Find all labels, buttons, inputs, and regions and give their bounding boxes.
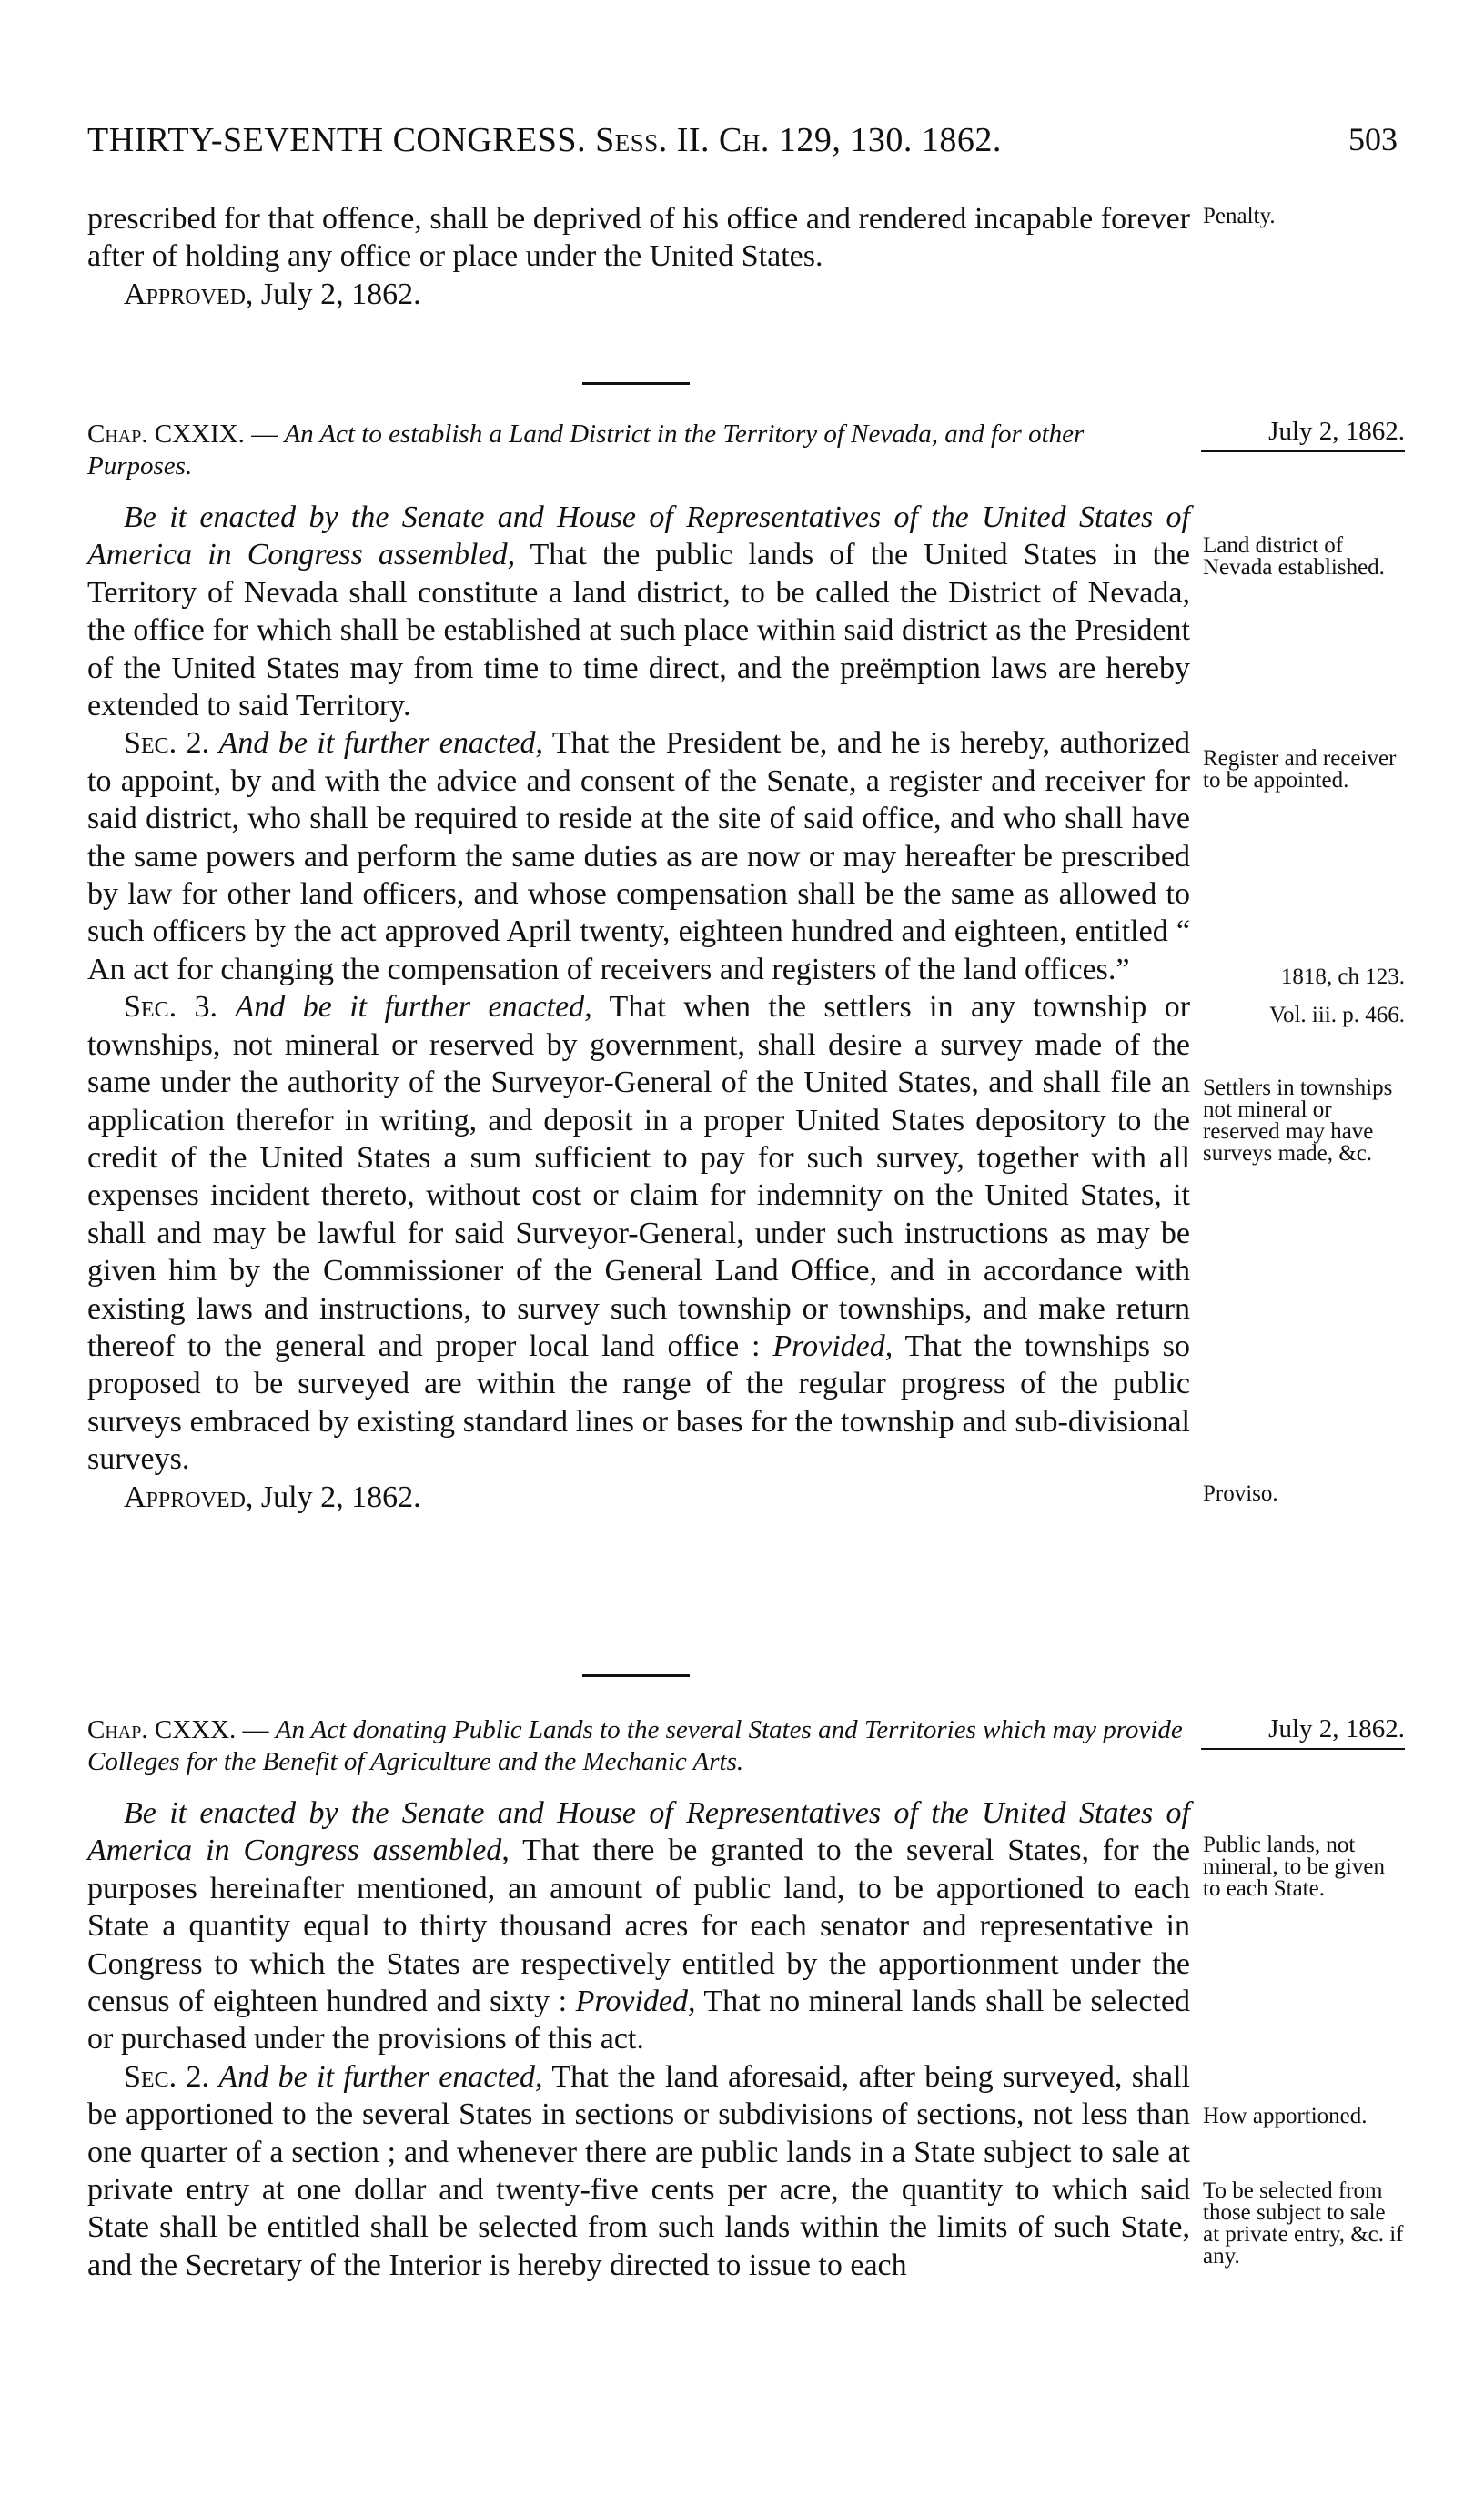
session: Sess. II.: [595, 121, 711, 159]
margin-note-register: Register and receiver to be appointed.: [1203, 746, 1397, 793]
chapter-label: Chap. CXXIX.: [87, 419, 245, 449]
chapter-title: An Act donating Public Lands to the several States and Territories which may provide Colleges for the Benefit of Agriculture and the Mechanic Arts.: [87, 1715, 1183, 1776]
margin-note-ref-1818: 1818, ch 123.: [1280, 965, 1405, 989]
margin-note-settlers: Settlers in townships not mineral or reserved may have surveys made, &c.: [1203, 1076, 1393, 1166]
running-head: [87, 120, 1002, 160]
margin-note-selected: To be selected from those subject to sale at private entry, &c. if any.: [1203, 2178, 1404, 2269]
margin-note-land-district: Land district of Nevada established.: [1203, 533, 1385, 580]
approved-line: Approved, July 2, 1862.: [124, 277, 421, 311]
margin-note-proviso: Proviso.: [1203, 1481, 1278, 1506]
section-2: Sec. 2. And be it further enacted, That the President be, and he is hereby, authorized to appoint, by and with the advice and consent of the Senate, a register and receiver for said district, who shall be required to reside at the site of said office, and who shall have the same powers and perform the same duties as are now or may hereafter be prescribed by law for other land officers, and whose compensation shall be the same as allowed to such officers by the act approved April twenty, eighteen hundred and eighteen, entitled “ An act for changing the compensation of receivers and registers of the land offices.”: [87, 726, 1190, 986]
margin-note-how-apportioned: How apportioned.: [1203, 2104, 1368, 2128]
enacting-clause: Be it enacted by the Senate and House of Representatives of the United States of America in Congress assembled, That the public lands of the United States in the Territory of Nevada shall constitute a land district, to be called the District of Nevada, the office for which shall be established at such place within said district as the President of the United States may from time to time direct, and the preëmption laws are hereby extended to said Territory.: [87, 500, 1190, 723]
chapter-130-body: [87, 1794, 1190, 2284]
chapter-129-body: [87, 499, 1190, 1516]
section-3: Sec. 3. And be it further enacted, That when the settlers in any township or townships, not mineral or reserved by government, shall desire a survey made of the same under the authority of the Surveyor-General of the United States, and shall file an application therefor in writing, and deposit in a proper United States depository to the credit of the United States a sum sufficient to pay for such survey, together with all expenses incident thereto, without cost or claim for indemnity on the United States, it shall and may be lawful for said Surveyor-General, under such instructions as may be given him by the Commissioner of the General Land Office, and in accordance with existing laws and instructions, to survey such township or townships, and make return thereof to the general and proper local land office : Provided, That the townships so proposed to be surveyed are within the range of the regular progress of the public surveys embraced by existing standard lines or bases for the township and sub-divisional surveys.: [87, 990, 1191, 1477]
running-title: THIRTY-SEVENTH CONGRESS.: [87, 121, 587, 159]
continuation-block: [87, 200, 1190, 313]
margin-note-ref-vol: Vol. iii. p. 466.: [1269, 1003, 1405, 1027]
chapter-130-heading: Chap. CXXX. — An Act donating Public Lands to the several States and Territories which may provide Colleges for the Benefit of Agriculture and the Mechanic Arts.: [87, 1715, 1183, 1776]
enacting-clause: Be it enacted by the Senate and House of Representatives of the United States of America in Congress assembled, That there be granted to the several States, for the purposes hereinafter mentioned, an amount of public land, to be apportioned to each State a quantity equal to thirty thousand acres for each senator and representative in Congress to which the States are respectively entitled by the apportionment under the census of eighteen hundred and sixty : Provided, That no mineral lands shall be selected or purchased under the provisions of this act.: [87, 1796, 1191, 2056]
margin-note-penalty: Penalty.: [1203, 204, 1276, 228]
chapters: Ch. 129, 130.: [719, 121, 913, 159]
page-number: 503: [1348, 121, 1398, 157]
section-rule: [582, 382, 690, 385]
chapter-130-date: July 2, 1862.: [1201, 1714, 1405, 1750]
chapter-129-date: July 2, 1862.: [1201, 417, 1405, 452]
page-header: [87, 120, 1398, 166]
chapter-129-heading: Chap. CXXIX. — An Act to establish a Land District in the Territory of Nevada, and for other Purposes.: [87, 419, 1085, 480]
chapter-label: Chap. CXXX.: [87, 1715, 237, 1744]
margin-note-public-lands: Public lands, not mineral, to be given to each State.: [1203, 1833, 1385, 1901]
year: 1862.: [921, 121, 1002, 159]
continuation-paragraph: prescribed for that offence, shall be deprived of his office and rendered incapable forever after of holding any office or place under the United States.: [87, 202, 1190, 274]
section-rule: [582, 1674, 690, 1677]
section-2: Sec. 2. And be it further enacted, That the land aforesaid, after being surveyed, shall be apportioned to the several States in sections or subdivisions of sections, not less than one quarter of a section ; and whenever there are public lands in a State subject to sale at private entry at one dollar and twenty-five cents per acre, the quantity to which said State shall be entitled shall be selected from such lands within the limits of such State, and the Secretary of the Interior is hereby directed to issue to each: [87, 2059, 1191, 2282]
chapter-title: An Act to establish a Land District in the Territory of Nevada, and for other Purposes.: [87, 419, 1085, 480]
approved-line: Approved, July 2, 1862.: [124, 1480, 421, 1514]
